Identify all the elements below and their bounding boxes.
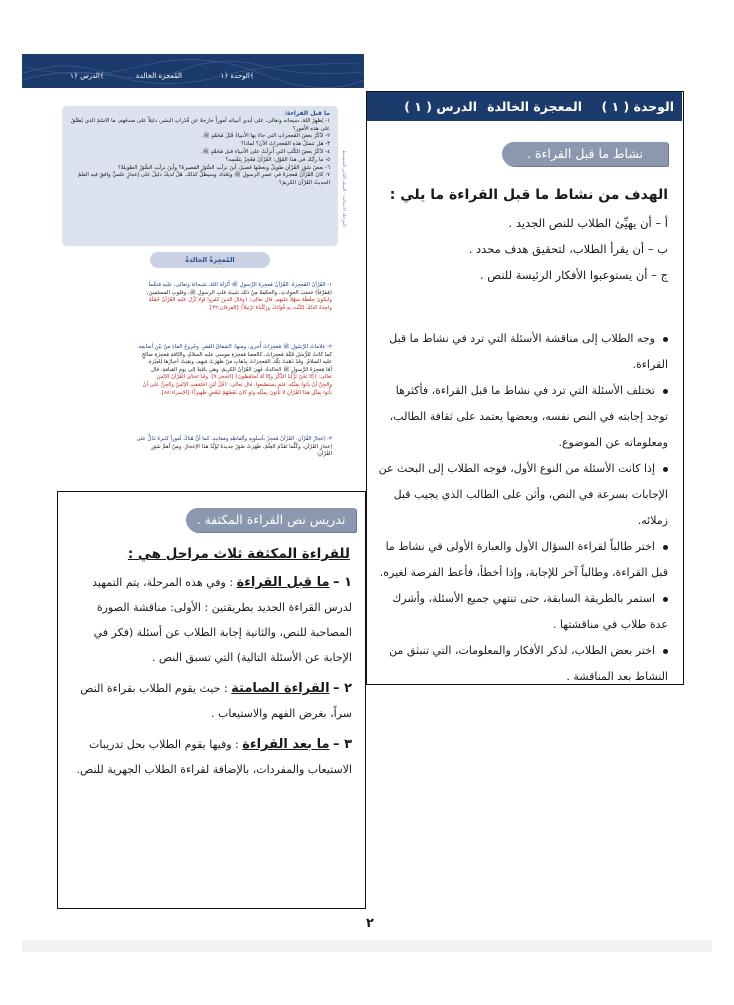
student-book-header-lesson: الدرس ﴿١﴾ [70,72,104,80]
instruction-text: وجه الطلاب إلى مناقشة الأسئلة التي ترد في نشاط ما قبل القراءة. [389,332,668,371]
stage-text: : حيث يقوم الطلاب بقراءة النص سراً، بغرض الفهم والاستيعاب . [80,682,352,720]
instruction-item [378,534,668,586]
stage-text: : وفي هذه المرحلة، يتم التمهيد لدرس القراءة الجديد بطريقتين : الأولى: مناقشة الصورة المصاحبة للنص، والثانية إجابة الطلاب عن أسئلة (فكر في الإجابة عن الأسئلة التالية) التي تسبق النص . [92,576,352,664]
goals-list [382,210,668,288]
prereading-item: ٥- ما رأيُك في هذا القَوْلِ: القُرْآنُ مُعْجِزٌ بِنَفْسِه؟ [225,156,330,163]
prereading-box [62,106,338,246]
paragraph-2-line: يَأْتوا بِمِثْلِ هذا القُرْآنِ لا يَأْتونَ بِمِثْلِهِ ولو كانَ بَعْضُهُمْ لِبَعْضٍ ظَهيراً﴾ [الإسراء:٨٨]. [160,389,332,396]
instruction-text: استمر بالطريقة السابقة، حتى تنتهي جميع الأسئلة، وأشرك عدة طلاب في مناقشتها . [392,592,668,631]
paragraph-3-line: ٣- إعجازُ القُرْآنِ. القُرْآنُ مُعجِزٌ بأسلوبِهِ وألفاظِهِ ومَعانيهِ، كما أنَّ هُناكَ أموراً كثيرةً تَدُلُّ على [136,436,332,442]
paragraph-1 [34,282,332,312]
bullet-icon [663,467,668,472]
right-panel-header [367,92,682,121]
stage-text: : وفيها يقوم الطلاب بحل تدريبات الاستيعاب والمفردات، بالإضافة لقراءة الطلاب الجهرية للنص. [76,738,352,776]
bullet-icon [663,597,668,602]
paragraph-2-line: عليه السلامُ. وقَدْ ذَهَبَتْ تِلْكَ المُعجِزاتُ بِذَهابِ مَنْ ظَهَرَتْ فيهم، وبَقِيَتْ أخبارُها لِلعِبْرَةِ. [147,359,332,366]
stages-list [68,570,352,782]
prereading-item: ٤- اذْكُرْ بعضَ الكُتُبِ التي أُنزِلَتْ على الأنبياء قبل مُحَمَّدٍ ﷺ. [200,148,330,155]
instruction-item [378,586,668,638]
paragraph-2-line: تعالى: ﴿إنّا نَحْنُ نَزَّلْنا الذِّكْرَ وإنّا لَهُ لَحافِظونَ﴾ [الحجر:٩]. وقَدْ تَحَدّى القُرْآنُ الإنْسَ [156,374,332,381]
stage-item [68,676,352,726]
paragraph-1-line: (مُفَرَّقاً) حَسَبَ الحوادثِ، والحكمةُ مِنْ ذلكَ تثبيتُ قلبِ الرسولِ ﷺ، وقلوبِ المسلمينَ، [146,289,332,296]
paragraph-2-line: والجِنَّ أنْ يأتوا بِمِثْلِهِ، فلم يستطيعوا. قال تعالى: ﴿قُلْ لَئِنِ اجْتَمَعَتِ الإنْسُ والجِنُّ على أنْ [142,381,332,388]
paragraph-2-line: أمّا مُعجِزَةُ الرَّسولِ ﷺ الخالدةُ، فَهِيَ القُرْآنُ الكريمُ، وهي باقِيَةٌ إلى يومِ القيامَةِ. قال [151,366,332,373]
right-header-lesson: الدرس ( ١ ) [404,99,477,114]
paragraph-3-line: القُرْآنِ: [316,451,332,458]
goal-title: الهدف من نشاط ما قبل القراءة ما يلي : [389,187,668,203]
stage-label: القراءة الصامتة [231,681,330,696]
page-bottom-edge [22,940,712,952]
stages-title: للقراءة المكثفة ثلاث مراحل هي : [127,546,350,562]
paragraph-2 [34,344,332,397]
bullet-icon [663,389,668,394]
instruction-text: إذا كانت الأسئلة من النوع الأول، فوجه الطلاب إلى البحث عن الإجابات بسرعة في النص، وأثن على الطالب الذي يجيب قبل زملائه. [378,462,668,527]
instruction-text: اختر بعض الطلاب، لذكر الأفكار والمعلومات، التي تنبثق من النشاط بعد المناقشة . [389,644,668,683]
paragraph-1-line: ١- القُرْآنُ المُعجِزةُ. القُرْآنُ مُعجِزةُ الرَّسولِ ﷺ أَنْزَلَهُ اللهُ، سُبحانَهُ وتعالى، عليهِ مُنَجَّماً [148,282,332,288]
paragraph-1-line: واحِدَةً كذلكَ لِنُثَبِّتَ بهِ فُؤادَكَ ورَتَّلْناهُ تَرْتيلاً﴾ [الفرقان:٣٢]. [208,304,332,311]
prereading-item: ١- يُظهِرُ اللهُ، سبحانه وتعالى، على أيدي أنبيائه أموراً خارجةً عن قُدُراتِ البشر، دليلاً على صدقهم، ما الاسْمُ الذي يُطلَقُ على هذهِ الأمور؟ [70,117,330,132]
instruction-item [378,456,668,534]
side-strip-label: المرحلة الابتدائية - الصف الثاني المتوسط [341,150,346,227]
prereading-item: ٦- بعضُ سُوَرِ القُرْآنِ طويلٌ وبعضُها قصيرٌ، أينَ نزلَتِ السُّوَرُ القصيرةُ؟ وأينَ نزلَتِ السُّوَرُ الطويلةُ؟ [117,164,330,171]
right-header-title: المعجزة الخالدة [487,99,582,114]
bullet-icon [663,337,668,342]
goal-item: أ – أن يهيِّئ الطلاب للنص الجديد . [508,216,668,230]
paragraph-2-line: ٢- عِلاماتُ الرَّسُولِ ﷺ مُعجِزاتٌ أُخرى، ومنها: انْشِقاقُ القَمَرِ، وخُروجُ الماءِ منْ بَيْنِ أصابعِه. [136,344,332,350]
stage-label: ما قبل القراءة [236,575,330,590]
goal-item: ج – أن يستوعبوا الأفكار الرئيسة للنص . [479,268,668,282]
prereading-activity-pill: نشاط ما قبل القراءة . [502,142,668,166]
student-book-header-title: المُعجزة الخالدة [136,72,182,80]
prereading-item: ٧- كانَ القُرْآنُ مُعجزةً في عصرِ الرسولِ ﷺ وبَعْدَهُ، وسيظلُّ كذلك. هَلْ لديكَ دليلٌ على إعجازٍ علميٍّ وافقَ فيه العلمُ الحديثُ القُرْآنَ الكريمَ؟ [77,172,330,187]
stage-number: ٢ – [333,681,352,696]
instruction-text: تختلف الأسئلة التي ترد في نشاط ما قبل القراءة، فأكثرها توجد إجابته في النص نفسه، وبعضها يعتمد على ثقافة الطالب، ومعلوماته عن الموضوع. [389,384,668,449]
bullet-icon [663,545,668,550]
instruction-item [378,638,668,690]
paragraph-1-line: وليكونَ حِفْظُهُ سَهْلاً عليهم. قال تعالى: ﴿وقالَ الذينَ كفَروا لولا نُزِّلَ عليهِ القُرْآنُ جُمْلَةً [148,297,332,304]
student-book-header-unit: الوحدة ﴿١﴾ [220,72,254,80]
header-wave-decoration [22,54,364,88]
right-header-unit: الوحدة ( ١ ) [601,99,674,114]
goal-item: ب – أن يقرأ الطلاب، لتحقيق هدف محدد . [468,242,668,256]
student-section-pill: المُعجِزةُ الخالدةُ [150,252,270,268]
stage-number: ٣ – [333,737,352,752]
instruction-item [378,326,668,378]
paragraph-3-line: إعجازِ القُرْآنِ، وكُلَّما تَقَدَّمَ العِلْمُ، ظَهَرَتْ صُوَرٌ جديدةٌ تُؤَيِّدُ هذا الإعجازَ. ومِنْ أهمِّ سُوَرِ [150,443,332,450]
bullet-icon [663,649,668,654]
prereading-title: ما قبل القراءة: [284,110,330,117]
prereading-item: ٢- اذْكُرْ بعضَ المُعجزاتِ التي جاءَ بها الأنبياءُ قَبْلَ مُحَمَّدٍ ﷺ. [201,133,330,140]
paragraph-3 [34,436,332,459]
intensive-reading-pill: تدريس نص القراءة المكثفة . [186,508,356,532]
instruction-item [378,378,668,456]
paragraph-2-line: كما كانَتْ للرُّسُلِ قَبْلَهُ مُعجِزاتٌ، كالعصا مُعجِزَةِ موسى عليه السلامُ، والنّاقةِ مُعجِزَةِ صالحٍ [141,351,332,358]
instruction-text: اختر طالباً لقراءة السؤال الأول والعبارة الأولى في نشاط ما قبل القراءة، وطالباً آخر للإجابة، وإذا أخطأ، فأعط الفرصة لغيره. [379,540,668,579]
stage-label: ما بعد القراءة [242,737,330,752]
prereading-item: ٣- هل تتمثلُ هذهِ المُعجزاتُ الآنَ؟ لماذا؟ [241,141,330,148]
stage-item [68,732,352,782]
stage-item [68,570,352,670]
page-number: ٢ [366,916,374,931]
instructions-list [378,326,668,690]
stage-number: ١ – [333,575,352,590]
